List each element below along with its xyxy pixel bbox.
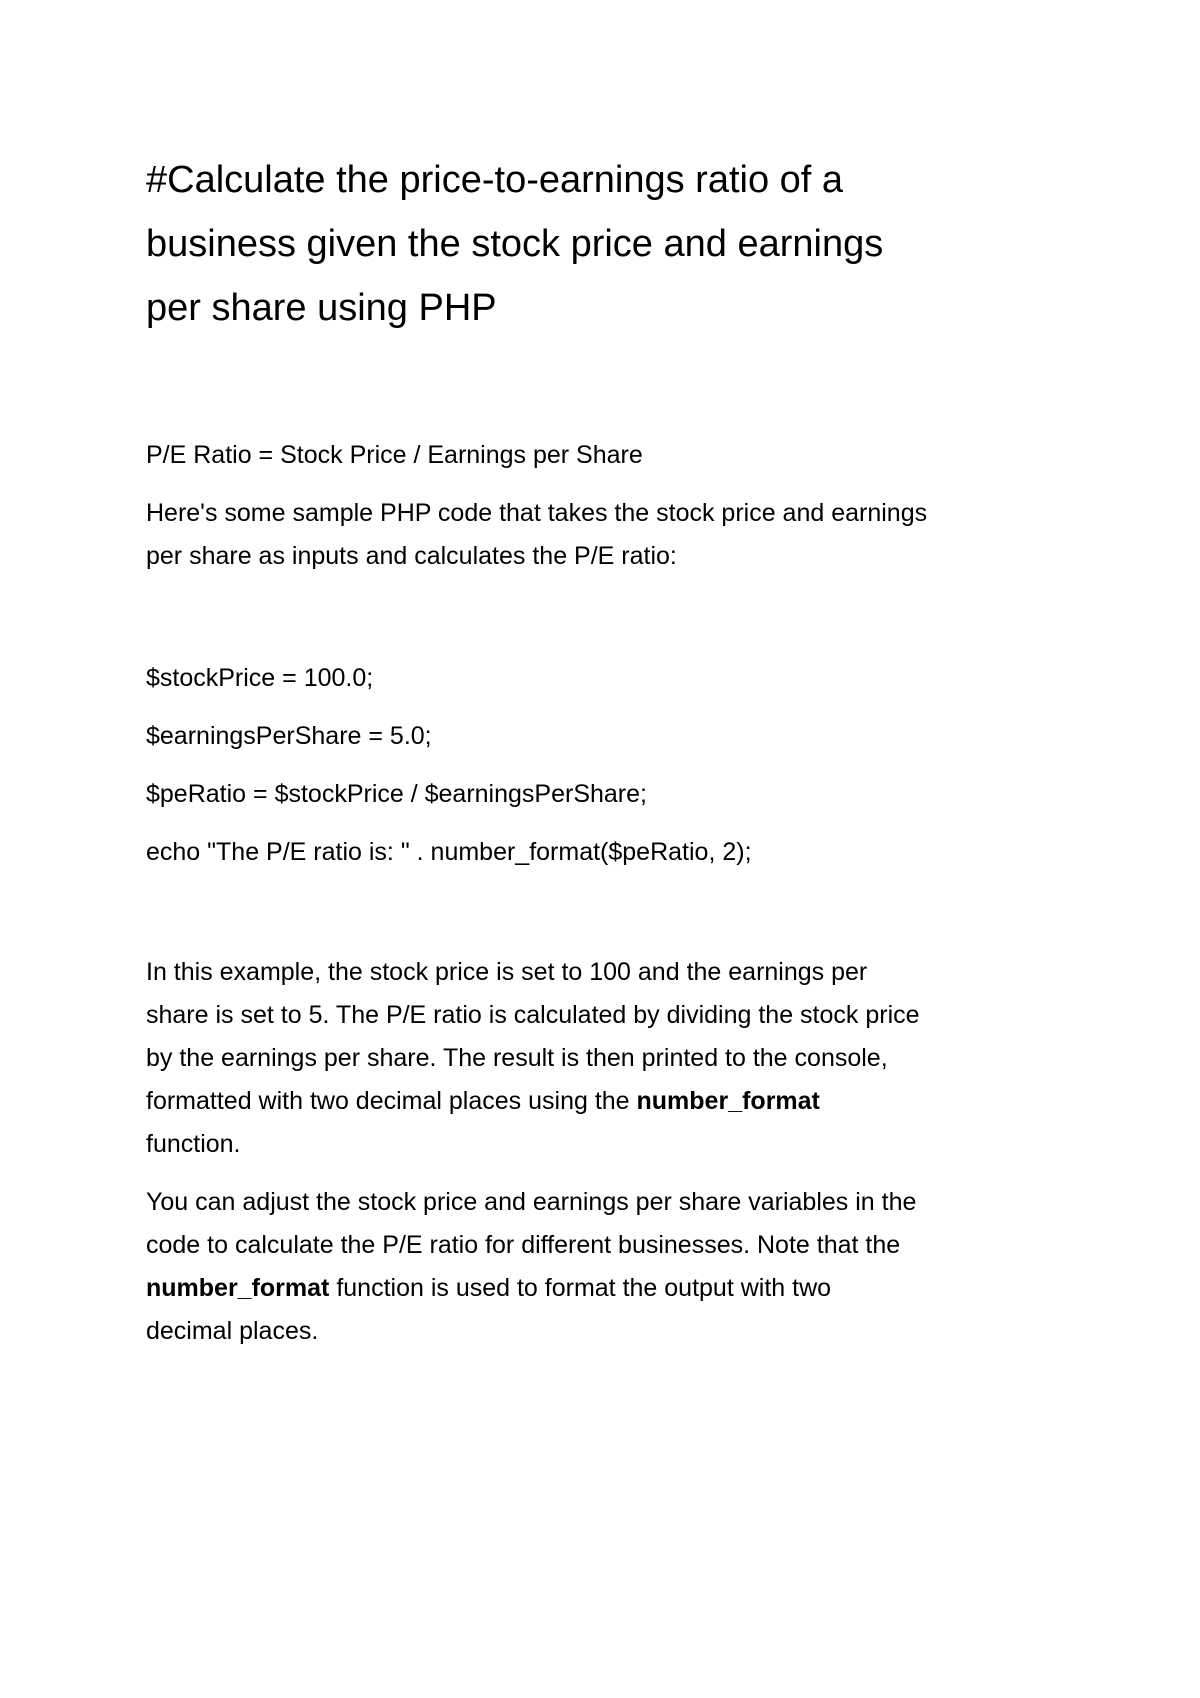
code-text: $stockPrice = 100.0; [146,664,374,692]
closing-line: code to calculate the P/E ratio for different businesses. Note that the [146,1231,901,1259]
explanation-line: by the earnings per share. The result is then printed to the console, [146,1044,888,1072]
code-line-echo [146,831,752,874]
code-text: $earningsPerShare = 5.0; [146,722,432,750]
title-line: #Calculate the price-to-earnings ratio of a [146,159,844,201]
code-line-eps [146,715,432,758]
explanation-line: In this example, the stock price is set to 100 and the earnings per [146,958,868,986]
formula-paragraph [146,434,643,477]
function-name-bold: number_format [146,1274,330,1302]
code-text: $peRatio = $stockPrice / $earningsPerShare; [146,780,647,808]
explanation-line [146,1080,920,1123]
closing-line: decimal places. [146,1317,319,1345]
intro-line: Here's some sample PHP code that takes the stock price and earnings [146,499,928,527]
formula-text: P/E Ratio = Stock Price / Earnings per Share [146,441,643,469]
intro-line: per share as inputs and calculates the P/E ratio: [146,542,677,570]
document-title [146,148,1046,340]
title-line: per share using PHP [146,287,497,329]
closing-text: function is used to format the output with two [329,1274,832,1302]
title-line: business given the stock price and earnings [146,223,884,265]
closing-line [146,1267,916,1310]
explanation-paragraph [146,951,920,1166]
explanation-line: function. [146,1130,241,1158]
intro-paragraph [146,492,927,578]
function-name-bold: number_format [636,1087,820,1115]
code-line-stock-price [146,657,373,700]
code-text: echo "The P/E ratio is: " . number_format($peRatio, 2); [146,838,752,866]
code-line-pe-ratio [146,773,647,816]
closing-line: You can adjust the stock price and earnings per share variables in the [146,1188,917,1216]
closing-paragraph [146,1181,916,1353]
explanation-line: share is set to 5. The P/E ratio is calculated by dividing the stock price [146,1001,920,1029]
explanation-text: formatted with two decimal places using the [146,1087,637,1115]
